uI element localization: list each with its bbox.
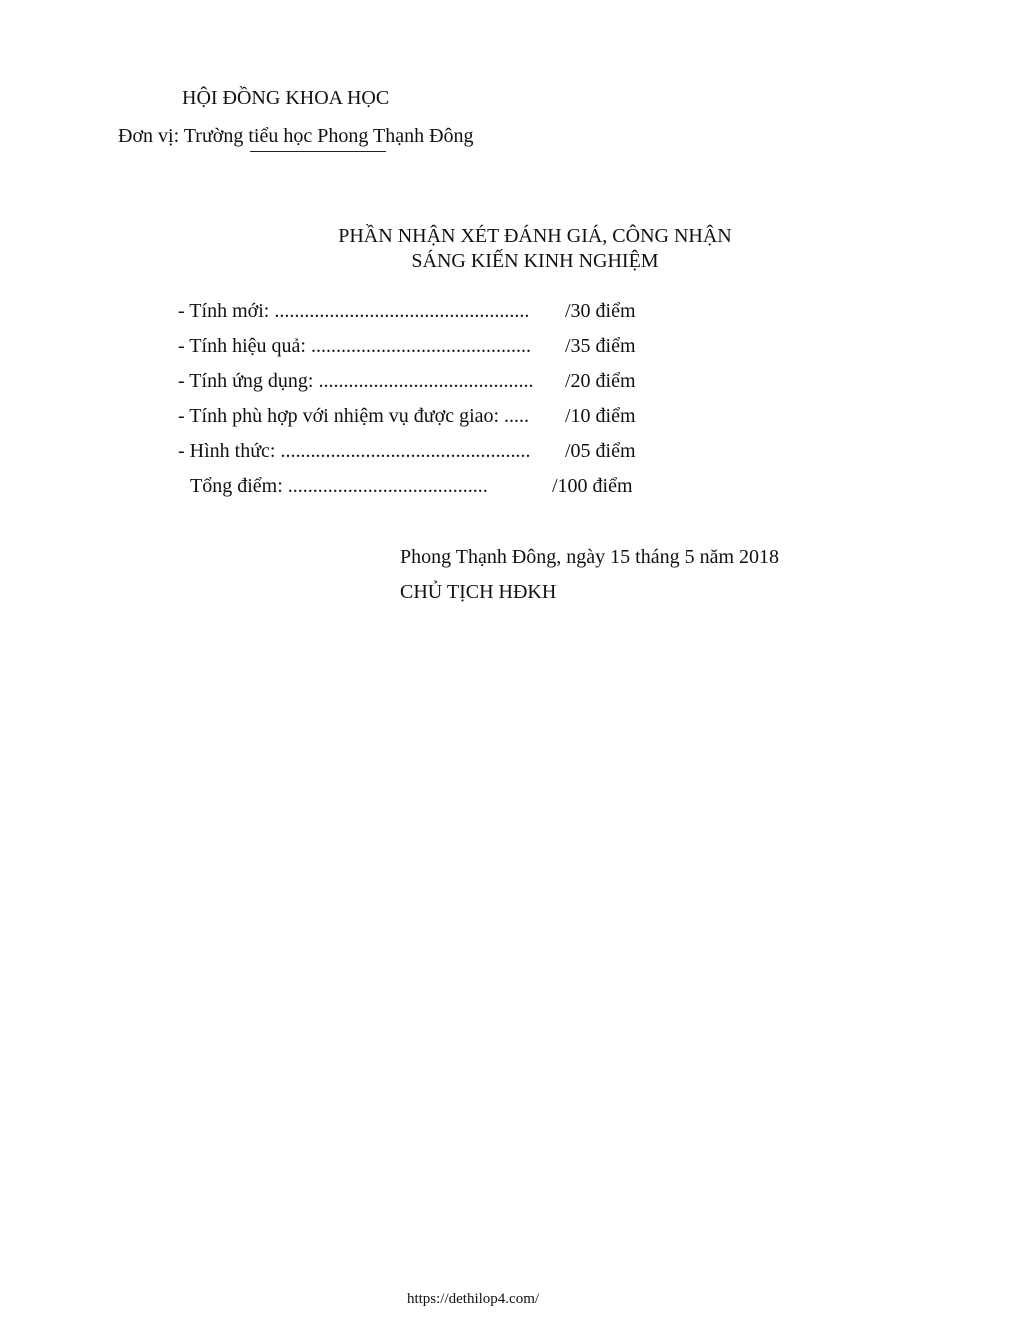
criterion-suitability-points: /10 điểm [565, 405, 636, 427]
total-score-points: /100 điểm [552, 475, 633, 497]
criterion-novelty-points: /30 điểm [565, 300, 636, 322]
council-name: HỘI ĐỒNG KHOA HỌC [182, 87, 390, 109]
place-and-date: Phong Thạnh Đông, ngày 15 tháng 5 năm 2018 [400, 546, 780, 568]
chairman-title: CHỦ TỊCH HĐKH [400, 581, 557, 603]
criterion-novelty-label: - Tính mới: ................................................... [178, 300, 530, 322]
criterion-suitability-label: - Tính phù hợp với nhiệm vụ được giao: ..... [178, 405, 530, 427]
criterion-applicability-points: /20 điểm [565, 370, 636, 392]
criterion-effectiveness-label: - Tính hiệu quả: ............................................ [178, 335, 531, 357]
criterion-form-label: - Hình thức: .................................................. [178, 440, 531, 462]
total-score-label: Tổng điểm: ........................................ [190, 475, 488, 497]
document-title-line-1: PHẦN NHẬN XÉT ĐÁNH GIÁ, CÔNG NHẬN [338, 225, 732, 247]
unit-underline [250, 151, 386, 152]
criterion-form-points: /05 điểm [565, 440, 636, 462]
document-title-line-2: SÁNG KIẾN KINH NGHIỆM [411, 250, 659, 272]
footer-url: https://dethilop4.com/ [406, 1291, 540, 1307]
criterion-effectiveness-points: /35 điểm [565, 335, 636, 357]
unit-name: Đơn vị: Trường tiểu học Phong Thạnh Đông [118, 125, 474, 147]
criterion-applicability-label: - Tính ứng dụng: ........................................... [178, 370, 534, 392]
